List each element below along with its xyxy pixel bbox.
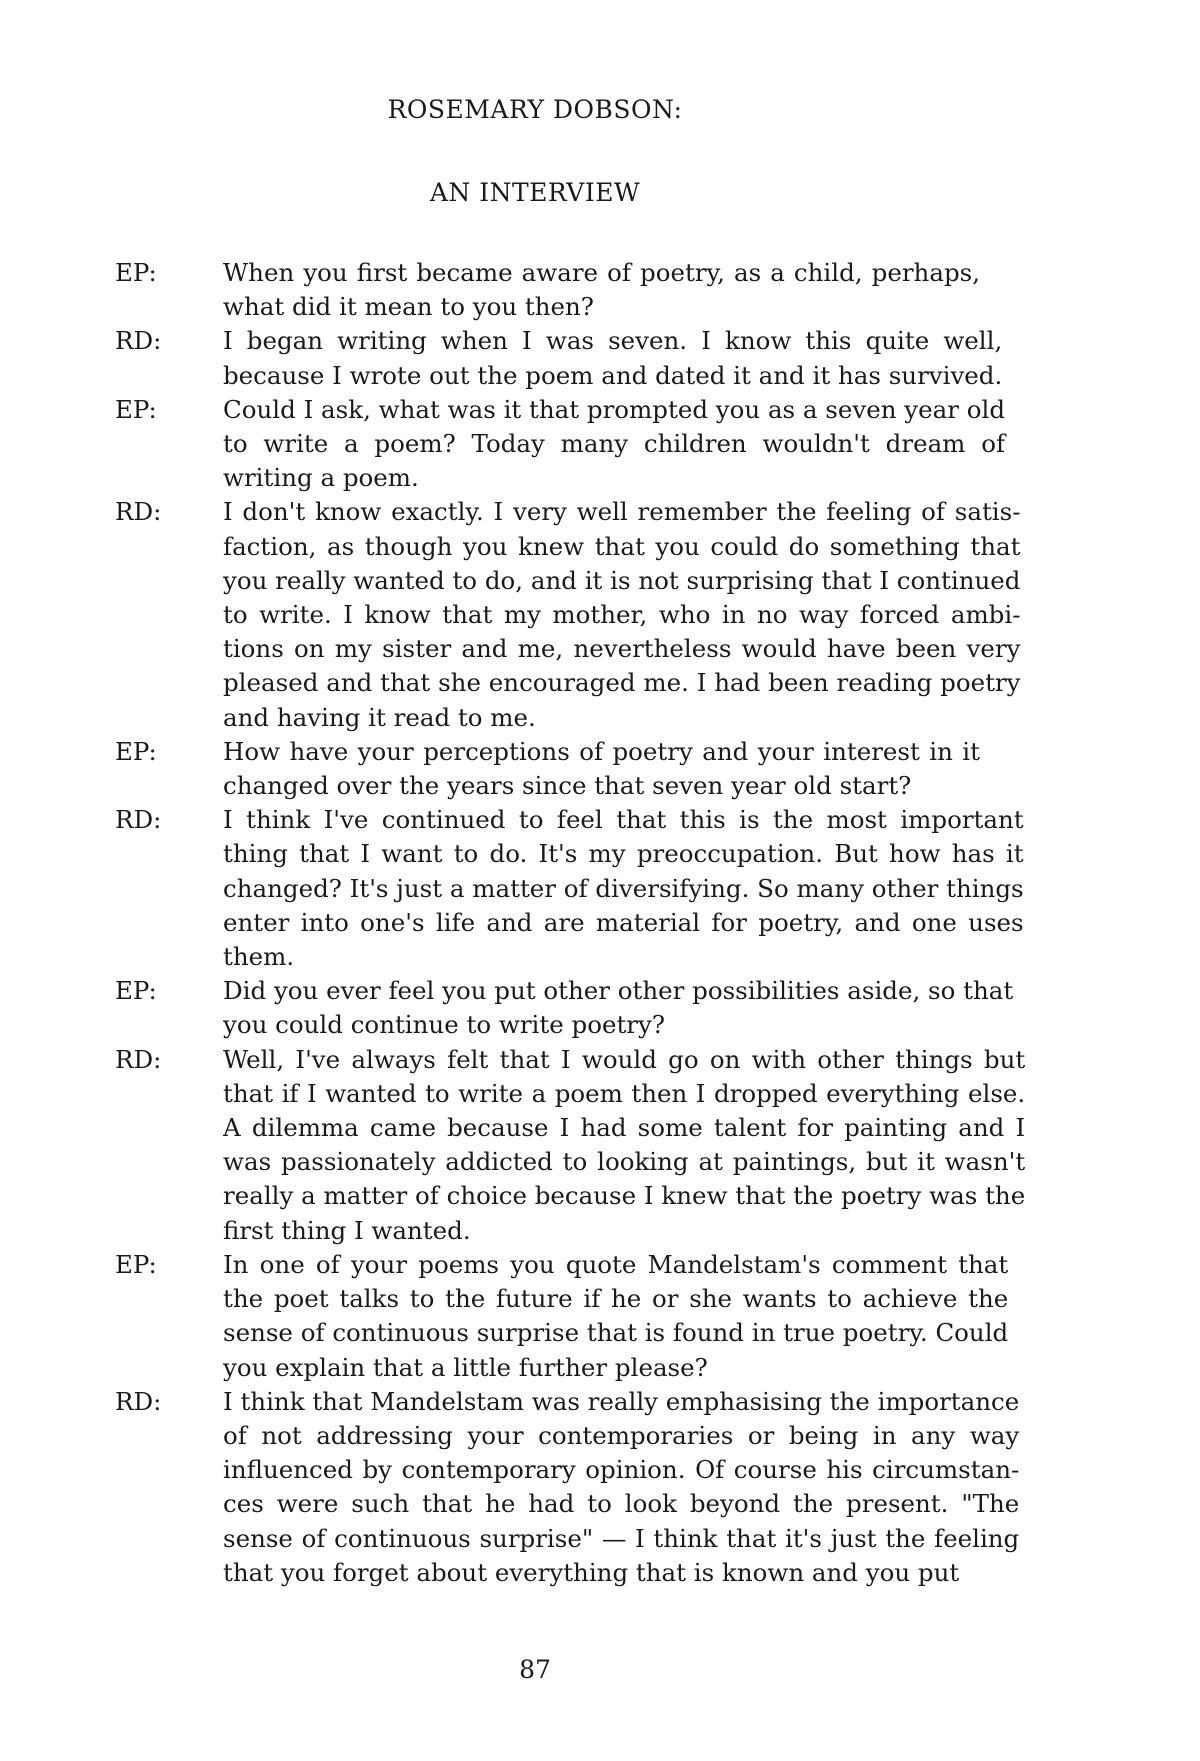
page-title: ROSEMARY DOBSON: [387, 95, 683, 124]
speaker-label: EP: [115, 736, 157, 766]
text-line: you explain that a little further please? [223, 1352, 708, 1382]
text-line: sense of continuous surprise" — I think that it's just the feeling [223, 1523, 1020, 1553]
utterance-text [223, 495, 1020, 734]
text-line: How have your perceptions of poetry and your interest in it [223, 736, 980, 766]
interview-turn [115, 735, 980, 803]
text-line: I began writing when I was seven. I know this quite well, [223, 326, 1003, 356]
interview-turn [115, 324, 1003, 392]
text-line: Well, I've always felt that I would go on with other things but [223, 1044, 1026, 1074]
utterance-text [223, 1043, 1025, 1248]
text-line: you could continue to write poetry? [223, 1010, 665, 1040]
utterance-text [223, 1385, 1019, 1590]
text-line: that you forget about everything that is known and you put [223, 1557, 960, 1587]
text-line: that if I wanted to write a poem then I dropped everything else. [223, 1078, 1026, 1108]
interview-turn [115, 974, 1014, 1042]
speaker-label: RD: [115, 805, 162, 835]
text-line: When you first became aware of poetry, as a child, perhaps, [223, 258, 980, 287]
utterance-text [223, 256, 980, 324]
speaker-label: EP: [115, 1249, 157, 1279]
interview-turn [115, 393, 1006, 496]
utterance-text [223, 803, 1024, 974]
text-line: I think that Mandelstam was really emphasising the importance [223, 1386, 1020, 1416]
speaker-label: RD: [115, 497, 162, 527]
utterance-text [223, 974, 1013, 1042]
speaker-label: RD: [115, 1044, 162, 1074]
interview-turn [115, 256, 980, 324]
text-line: changed? It's just a matter of diversifying. So many other things [223, 873, 1024, 903]
text-line: was passionately addicted to looking at paintings, but it wasn't [223, 1147, 1026, 1177]
interview-turn [115, 803, 1024, 974]
utterance-text [223, 324, 1002, 392]
text-line: to write a poem? Today many children wouldn't dream of [223, 429, 1006, 459]
text-line: them. [223, 942, 295, 972]
utterance-text [223, 735, 980, 803]
text-line: In one of your poems you quote Mandelstam's comment that [223, 1249, 1009, 1279]
text-line: changed over the years since that seven year old start? [223, 771, 912, 801]
text-line: the poet talks to the future if he or she wants to achieve the [223, 1284, 1009, 1314]
text-line: tions on my sister and me, nevertheless would have been very [223, 634, 1021, 664]
text-line: really a matter of choice because I knew that the poetry was the [223, 1181, 1026, 1211]
text-line: I think I've continued to feel that this is the most important [223, 805, 1024, 835]
text-line: you really wanted to do, and it is not surprising that I continued [223, 565, 1021, 595]
text-line: A dilemma came because I had some talent for painting and I [223, 1113, 1026, 1143]
text-line: to write. I know that my mother, who in no way forced ambi- [223, 600, 1021, 630]
interview-turn [115, 1248, 1009, 1385]
page-subtitle: AN INTERVIEW [429, 178, 641, 207]
speaker-label: EP: [115, 258, 157, 287]
interview-turn [115, 1385, 1020, 1590]
text-line: ces were such that he had to look beyond the present. "The [223, 1489, 1020, 1519]
text-line: I don't know exactly. I very well remember the feeling of satis- [223, 497, 1021, 527]
text-line: Could I ask, what was it that prompted you as a seven year old [223, 394, 1006, 424]
utterance-text [223, 1248, 1008, 1385]
text-line: what did it mean to you then? [223, 292, 594, 322]
page-number: 87 [519, 1655, 551, 1684]
text-line: faction, as though you knew that you could do something that [223, 531, 1021, 561]
text-line: because I wrote out the poem and dated it and it has survived. [223, 360, 1003, 390]
speaker-label: EP: [115, 394, 157, 424]
text-line: pleased and that she encouraged me. I had been reading poetry [223, 668, 1021, 698]
interview-turn [115, 1043, 1026, 1248]
speaker-label: RD: [115, 1386, 162, 1416]
text-line: first thing I wanted. [223, 1215, 471, 1245]
text-line: thing that I want to do. It's my preoccupation. But how has it [223, 839, 1024, 869]
speaker-label: RD: [115, 326, 162, 356]
text-line: sense of continuous surprise that is found in true poetry. Could [223, 1318, 1009, 1348]
speaker-label: EP: [115, 976, 157, 1006]
text-line: influenced by contemporary opinion. Of course his circumstan- [223, 1455, 1020, 1485]
interview-turn [115, 495, 1021, 734]
text-line: writing a poem. [223, 463, 419, 493]
text-line: of not addressing your contemporaries or being in any way [223, 1420, 1020, 1450]
text-line: and having it read to me. [223, 702, 536, 732]
text-line: enter into one's life and are material for poetry, and one uses [223, 907, 1024, 937]
utterance-text [223, 393, 1005, 496]
text-line: Did you ever feel you put other other possibilities aside, so that [223, 976, 1014, 1006]
interview-transcript [115, 256, 1026, 1590]
